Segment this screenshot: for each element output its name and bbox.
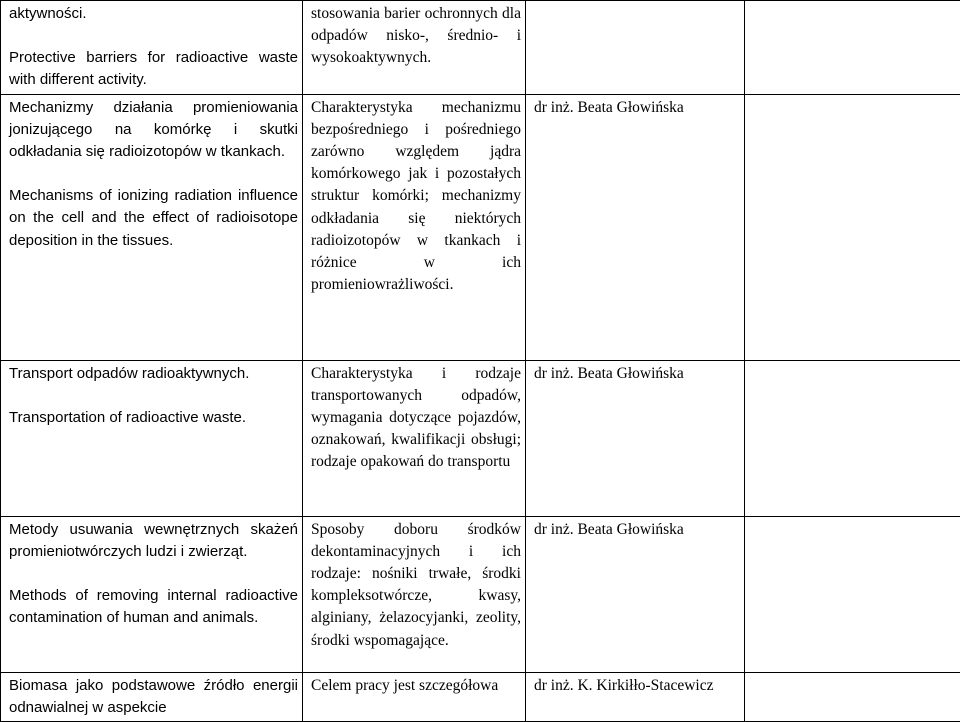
- description: Charakterystyka i rodzaje transportowanych odpadów, wymagania dotyczące pojazdów, oznakowań, kwalifikacji obsługi; rodzaje opakowań do transportu: [311, 363, 521, 474]
- topic-pl: Mechanizmy działania promieniowania jonizującego na komórkę i skutki odkładania się radioizotopów w tkankach.: [9, 97, 298, 164]
- topic-en: Mechanisms of ionizing radiation influence on the cell and the effect of radioisotope deposition in the tissues.: [9, 185, 298, 252]
- supervisor-cell: [526, 672, 745, 721]
- description-cell: [303, 1, 526, 95]
- supervisor: dr inż. Beata Głowińska: [534, 363, 740, 385]
- description: Charakterystyka mechanizmu bezpośredniego i pośredniego zarówno względem jądra komórkowego jak i pozostałych struktur komórki; mechanizmy odkładania się niektórych radioizotopów w tkankach i różnice w ich promieniowrażliwości.: [311, 97, 521, 297]
- empty-cell: [745, 360, 960, 516]
- topic-pl: Metody usuwania wewnętrznych skażeń promieniotwórczych ludzi i zwierząt.: [9, 519, 298, 563]
- supervisor-cell: [526, 94, 745, 360]
- topic-pl: Transport odpadów radioaktywnych.: [9, 363, 298, 385]
- description-cell: [303, 672, 526, 721]
- topic-cell: [1, 360, 303, 516]
- supervisor: dr inż. Beata Głowińska: [534, 519, 740, 541]
- topic-cell: [1, 516, 303, 672]
- topic-pl: aktywności.: [9, 3, 298, 25]
- empty-cell: [745, 672, 960, 721]
- supervisor-cell: [526, 360, 745, 516]
- description: Celem pracy jest szczegółowa: [311, 675, 521, 697]
- table-row: [1, 516, 960, 672]
- topic-en: Methods of removing internal radioactive contamination of human and animals.: [9, 585, 298, 629]
- table-row: [1, 360, 960, 516]
- topic-cell: [1, 672, 303, 721]
- topic-cell: [1, 94, 303, 360]
- topic-en: Transportation of radioactive waste.: [9, 407, 298, 429]
- description-cell: [303, 516, 526, 672]
- empty-cell: [745, 516, 960, 672]
- supervisor: dr inż. Beata Głowińska: [534, 97, 740, 119]
- topic-pl: Biomasa jako podstawowe źródło energii odnawialnej w aspekcie: [9, 675, 298, 719]
- description-cell: [303, 360, 526, 516]
- supervisor-cell: [526, 516, 745, 672]
- table-row: [1, 94, 960, 360]
- description: Sposoby doboru środków dekontaminacyjnych i ich rodzaje: nośniki trwałe, środki kompleksotwórcze, kwasy, alginiany, żelazocyjanki, zeolity, środki wspomagające.: [311, 519, 521, 652]
- description-cell: [303, 94, 526, 360]
- description: stosowania barier ochronnych dla odpadów nisko-, średnio- i wysokoaktywnych.: [311, 3, 521, 70]
- topic-en: Protective barriers for radioactive waste with different activity.: [9, 47, 298, 91]
- empty-cell: [745, 1, 960, 95]
- table-row: [1, 672, 960, 721]
- supervisor-cell: [526, 1, 745, 95]
- topic-cell: [1, 1, 303, 95]
- table-row: [1, 1, 960, 95]
- supervisor: dr inż. K. Kirkiłło-Stacewicz: [534, 675, 740, 697]
- empty-cell: [745, 94, 960, 360]
